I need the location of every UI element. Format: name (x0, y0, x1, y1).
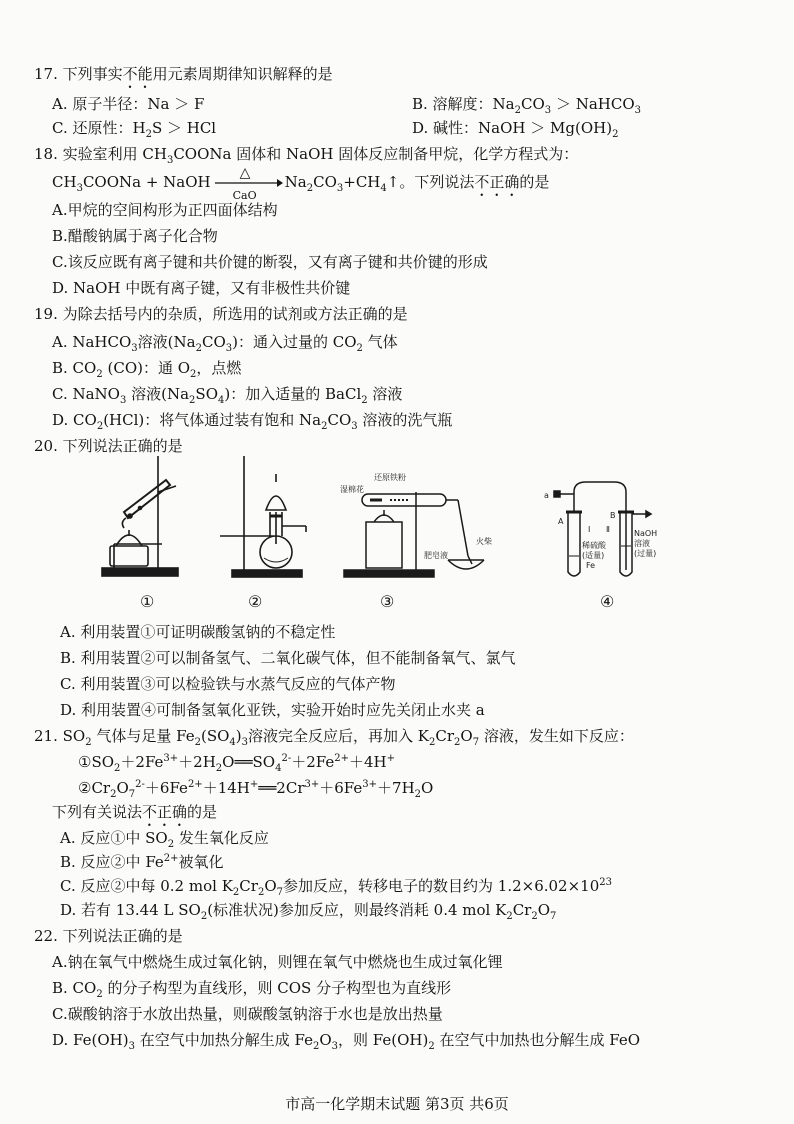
label-acid-amount: (适量) (582, 551, 605, 560)
q19-option-c: C. NaNO$_3$ 溶液$(Na_2SO_4)$：加入适量的 BaCl$_2$ 溶液 (52, 385, 403, 406)
label-naoh: NaOH (634, 529, 658, 538)
apparatus-1-figure (96, 452, 188, 584)
q21-reaction-1: $①SO_2+2Fe^{3+}+2H_2O══SO_4^{2-}+2Fe^{2+}+4H^+$ (78, 753, 396, 774)
q22-option-c: C.碳酸钠溶于水放出热量，则碳酸氢钠溶于水也是放出热量 (52, 1005, 443, 1023)
q21-reaction-2: $②Cr_2O_7^{2-}+6Fe^{2+}+14H^+══2Cr^{3+}+6Fe^{3+}+7H_2O$ (78, 779, 434, 800)
q22-option-b: B. $CO_2$ 的分子构型为直线形，则 COS 分子构型也为直线形 (52, 979, 452, 1000)
q21-stem: 21. $SO_2$ 气体与足量 $Fe_2(SO_4)_3$溶液完全反应后，再加入 $K_2Cr_2O_7$ 溶液，发生如下反应： (34, 727, 634, 748)
q18-stem: 18. 实验室利用 $CH_3COONa$ 固体和 NaOH 固体反应制备甲烷，化学方程式为： (34, 145, 579, 166)
label-wet-cotton: 湿棉花 (340, 485, 364, 494)
q20-option-c: C. 利用装置③可以检验铁与水蒸气反应的气体产物 (60, 675, 396, 693)
q17-option-b: B. 溶解度：$Na_2CO_3$ ＞ NaHCO$_3$ (412, 95, 642, 116)
q20-stem: 20. 下列说法正确的是 (34, 437, 183, 455)
q21-option-a: A. 反应①中 $SO_2$ 发生氧化反应 (60, 829, 269, 850)
label-tube-ii: Ⅱ (606, 525, 610, 534)
label-clip-a: a (544, 491, 549, 500)
label-solution: 溶液 (634, 539, 650, 548)
q19-stem: 19. 为除去括号内的杂质，所选用的试剂或方法正确的是 (34, 305, 408, 323)
catalyst-label: CaO (232, 189, 257, 202)
label-excess: (过量) (634, 549, 657, 558)
apparatus-3-figure (340, 452, 490, 584)
q18-option-b: B.醋酸钠属于离子化合物 (52, 227, 218, 245)
q18-option-d: D. NaOH 中既有离子键，又有非极性共价键 (52, 279, 351, 297)
q19-option-d: D. $CO_2(HCl)$：将气体通过装有饱和 $Na_2CO_3$ 溶液的洗气瓶 (52, 411, 453, 432)
label-fe: Fe (586, 561, 596, 570)
q20-option-d: D. 利用装置④可制备氢氧化亚铁，实验开始时应先关闭止水夹 a (60, 701, 485, 719)
label-tube-i: Ⅰ (588, 525, 591, 534)
apparatus-4-figure (530, 452, 660, 584)
label-tube-a: A (558, 517, 564, 526)
apparatus-4-label: ④ (600, 592, 615, 611)
q21-ask: 下列有关说法不正确的是 (52, 803, 218, 821)
label-tube-b: B (610, 511, 616, 520)
apparatus-3-label: ③ (380, 592, 395, 611)
q21-option-c: C. 反应②中每 0.2 mol $K_2Cr_2O_7$参加反应，转移电子的数目约为 $1.2\times 6.02\times 10^{23}$ (60, 877, 612, 898)
q22-option-d: D. $Fe(OH)_3$ 在空气中加热分解生成 $Fe_2O_3$，则 $Fe(OH)_2$ 在空气中加热也分解生成 FeO (52, 1031, 641, 1052)
label-iron-powder: 还原铁粉 (374, 473, 406, 482)
q18-equation: $CH_3COONa$ + NaOH △ CaO $Na_2CO_3+CH_4↑$。下列说法不正确的是 (52, 170, 549, 200)
q19-option-a: A. NaHCO$_3$溶液$(Na_2CO_3)$：通入过量的 $CO_2$ 气体 (52, 333, 398, 354)
q21-option-d: D. 若有 13.44 L $SO_2$(标准状况)参加反应，则最终消耗 0.4 mol $K_2Cr_2O_7$ (60, 901, 557, 922)
q19-option-b: B. $CO_2$ (CO)：通 $O_2$，点燃 (52, 359, 242, 380)
q22-stem: 22. 下列说法正确的是 (34, 927, 183, 945)
label-match: 火柴 (476, 537, 492, 546)
label-dilute-acid: 稀硫酸 (582, 541, 606, 550)
q17-option-c: C. 还原性：$H_2S$ ＞ HCl (52, 119, 217, 140)
apparatus-2-label: ② (248, 592, 263, 611)
apparatus-2-figure (214, 452, 314, 584)
q22-option-a: A.钠在氧气中燃烧生成过氧化钠，则锂在氧气中燃烧也生成过氧化锂 (52, 953, 503, 971)
q17-option-d: D. 碱性：NaOH ＞ $Mg(OH)_2$ (412, 119, 619, 140)
reaction-arrow (213, 165, 283, 202)
apparatus-1-label: ① (140, 592, 155, 611)
q20-option-b: B. 利用装置②可以制备氢气、二氧化碳气体，但不能制备氧气、氯气 (60, 649, 516, 667)
label-soap-solution: 肥皂液 (424, 551, 448, 560)
q21-option-b: B. 反应②中 $Fe^{2+}$被氧化 (60, 853, 224, 871)
q18-option-a: A.甲烷的空间构形为正四面体结构 (52, 201, 278, 219)
q20-option-a: A. 利用装置①可证明碳酸氢钠的不稳定性 (60, 623, 336, 641)
heat-symbol: △ (239, 165, 251, 181)
page-footer: 市高一化学期末试题 第3页 共6页 (285, 1095, 509, 1113)
q18-option-c: C.该反应既有离子键和共价键的断裂，又有离子键和共价键的形成 (52, 253, 488, 271)
q17-option-a: A. 原子半径：Na ＞ F (52, 95, 205, 113)
q17-stem: 17. 下列事实不能用元素周期律知识解释的是 (34, 65, 333, 83)
